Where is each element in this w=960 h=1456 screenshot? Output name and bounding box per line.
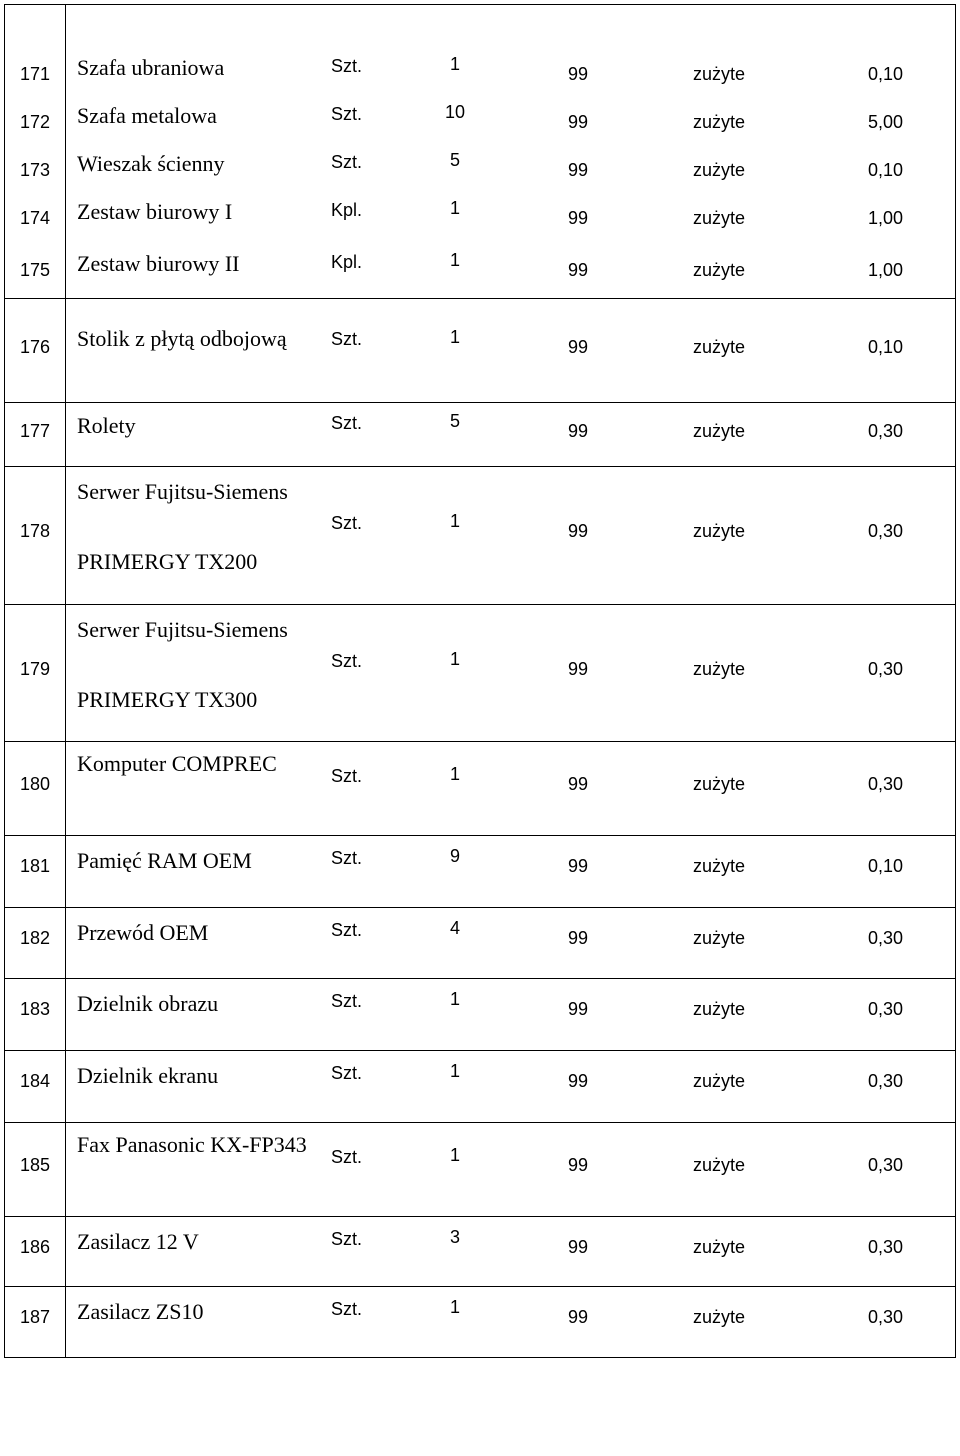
item-quantity: 1 bbox=[449, 1145, 460, 1165]
item-name: Szafa ubraniowa bbox=[77, 55, 225, 80]
item-quantity: 1 bbox=[449, 764, 460, 784]
item-code: 99 bbox=[568, 1307, 589, 1327]
item-code: 99 bbox=[568, 1071, 589, 1091]
table-row bbox=[5, 741, 955, 835]
item-unit: Szt. bbox=[331, 1147, 363, 1167]
item-quantity: 1 bbox=[449, 327, 460, 347]
item-code: 99 bbox=[568, 659, 589, 679]
item-value: 0,10 bbox=[867, 337, 903, 357]
item-status: zużyte bbox=[693, 260, 746, 280]
item-name: Szafa metalowa bbox=[77, 103, 217, 128]
item-number: 184 bbox=[19, 1071, 51, 1091]
item-quantity: 1 bbox=[449, 511, 460, 531]
item-number: 183 bbox=[19, 999, 51, 1019]
item-quantity: 5 bbox=[449, 150, 460, 170]
item-code: 99 bbox=[568, 337, 589, 357]
item-name: Wieszak ścienny bbox=[77, 151, 225, 176]
item-name: Komputer COMPREC bbox=[77, 751, 277, 776]
table-row bbox=[5, 466, 955, 604]
item-number: 179 bbox=[19, 659, 51, 679]
item-quantity: 1 bbox=[449, 54, 460, 74]
item-unit: Szt. bbox=[331, 413, 363, 433]
item-value: 0,30 bbox=[867, 521, 903, 541]
item-name: Dzielnik ekranu bbox=[77, 1063, 219, 1088]
table-row bbox=[5, 1286, 955, 1358]
item-number: 173 bbox=[19, 160, 51, 180]
item-unit: Szt. bbox=[331, 766, 363, 786]
item-name: PRIMERGY TX300 bbox=[77, 687, 258, 712]
item-number: 177 bbox=[19, 421, 51, 441]
item-name: Rolety bbox=[77, 413, 136, 438]
item-status: zużyte bbox=[693, 928, 746, 948]
item-unit: Szt. bbox=[331, 1229, 363, 1249]
item-code: 99 bbox=[568, 774, 589, 794]
item-value: 0,30 bbox=[867, 1307, 903, 1327]
item-status: zużyte bbox=[693, 337, 746, 357]
item-unit: Szt. bbox=[331, 651, 363, 671]
item-name: Zestaw biurowy II bbox=[77, 251, 240, 276]
item-code: 99 bbox=[568, 64, 589, 84]
table-row bbox=[5, 194, 955, 242]
item-quantity: 4 bbox=[449, 918, 460, 938]
item-quantity: 1 bbox=[449, 1297, 460, 1317]
item-value: 1,00 bbox=[867, 208, 903, 228]
item-quantity: 1 bbox=[449, 989, 460, 1009]
item-unit: Szt. bbox=[331, 56, 363, 76]
table-row bbox=[5, 242, 955, 298]
item-code: 99 bbox=[568, 856, 589, 876]
item-value: 0,30 bbox=[867, 774, 903, 794]
table-row bbox=[5, 146, 955, 194]
item-status: zużyte bbox=[693, 112, 746, 132]
item-number: 175 bbox=[19, 260, 51, 280]
item-value: 0,30 bbox=[867, 659, 903, 679]
item-unit: Szt. bbox=[331, 1063, 363, 1083]
item-code: 99 bbox=[568, 421, 589, 441]
item-status: zużyte bbox=[693, 856, 746, 876]
item-code: 99 bbox=[568, 160, 589, 180]
item-number: 185 bbox=[19, 1155, 51, 1175]
table-row bbox=[5, 835, 955, 907]
item-name: Dzielnik obrazu bbox=[77, 991, 219, 1016]
item-quantity: 10 bbox=[444, 102, 466, 122]
item-name: Serwer Fujitsu-Siemens bbox=[77, 617, 288, 642]
table-row bbox=[5, 1122, 955, 1216]
item-unit: Szt. bbox=[331, 848, 363, 868]
table-row bbox=[5, 1050, 955, 1122]
item-name: Fax Panasonic KX-FP343 bbox=[77, 1132, 307, 1157]
item-name: Stolik z płytą odbojową bbox=[77, 326, 287, 351]
item-status: zużyte bbox=[693, 521, 746, 541]
table-row bbox=[5, 50, 955, 98]
table-row bbox=[5, 298, 955, 402]
item-unit: Kpl. bbox=[331, 252, 363, 272]
item-number: 180 bbox=[19, 774, 51, 794]
item-name: Zestaw biurowy I bbox=[77, 199, 233, 224]
item-name: PRIMERGY TX200 bbox=[77, 549, 258, 574]
item-code: 99 bbox=[568, 521, 589, 541]
item-unit: Szt. bbox=[331, 329, 363, 349]
item-name: Pamięć RAM OEM bbox=[77, 848, 252, 873]
item-value: 0,10 bbox=[867, 856, 903, 876]
item-code: 99 bbox=[568, 928, 589, 948]
item-name: Zasilacz ZS10 bbox=[77, 1299, 204, 1324]
item-number: 176 bbox=[19, 337, 51, 357]
item-unit: Szt. bbox=[331, 920, 363, 940]
item-status: zużyte bbox=[693, 64, 746, 84]
item-unit: Szt. bbox=[331, 513, 363, 533]
item-status: zużyte bbox=[693, 999, 746, 1019]
item-code: 99 bbox=[568, 208, 589, 228]
item-number: 187 bbox=[19, 1307, 51, 1327]
item-value: 0,30 bbox=[867, 1155, 903, 1175]
item-number: 171 bbox=[19, 64, 51, 84]
item-status: zużyte bbox=[693, 1237, 746, 1257]
item-number: 181 bbox=[19, 856, 51, 876]
item-status: zużyte bbox=[693, 659, 746, 679]
item-code: 99 bbox=[568, 1155, 589, 1175]
item-number: 178 bbox=[19, 521, 51, 541]
item-status: zużyte bbox=[693, 1307, 746, 1327]
item-status: zużyte bbox=[693, 1155, 746, 1175]
item-value: 0,30 bbox=[867, 1237, 903, 1257]
item-quantity: 1 bbox=[449, 1061, 460, 1081]
item-status: zużyte bbox=[693, 208, 746, 228]
item-unit: Szt. bbox=[331, 152, 363, 172]
item-value: 0,30 bbox=[867, 999, 903, 1019]
table-row bbox=[5, 907, 955, 978]
item-number: 186 bbox=[19, 1237, 51, 1257]
item-value: 0,10 bbox=[867, 64, 903, 84]
item-number: 172 bbox=[19, 112, 51, 132]
item-status: zużyte bbox=[693, 774, 746, 794]
item-unit: Kpl. bbox=[331, 200, 363, 220]
item-number: 174 bbox=[19, 208, 51, 228]
item-quantity: 5 bbox=[449, 411, 460, 431]
item-code: 99 bbox=[568, 260, 589, 280]
table-row bbox=[5, 978, 955, 1050]
item-code: 99 bbox=[568, 1237, 589, 1257]
table-row bbox=[5, 98, 955, 146]
item-status: zużyte bbox=[693, 1071, 746, 1091]
table-row bbox=[5, 604, 955, 741]
item-quantity: 3 bbox=[449, 1227, 460, 1247]
item-code: 99 bbox=[568, 999, 589, 1019]
item-unit: Szt. bbox=[331, 1299, 363, 1319]
item-name: Zasilacz 12 V bbox=[77, 1229, 199, 1254]
item-value: 0,30 bbox=[867, 421, 903, 441]
item-value: 0,10 bbox=[867, 160, 903, 180]
item-code: 99 bbox=[568, 112, 589, 132]
item-unit: Szt. bbox=[331, 991, 363, 1011]
item-unit: Szt. bbox=[331, 104, 363, 124]
item-value: 0,30 bbox=[867, 1071, 903, 1091]
item-name: Serwer Fujitsu-Siemens bbox=[77, 479, 288, 504]
item-quantity: 1 bbox=[449, 198, 460, 218]
item-value: 5,00 bbox=[867, 112, 903, 132]
item-value: 0,30 bbox=[867, 928, 903, 948]
item-status: zużyte bbox=[693, 160, 746, 180]
item-status: zużyte bbox=[693, 421, 746, 441]
item-number: 182 bbox=[19, 928, 51, 948]
table-row bbox=[5, 1216, 955, 1286]
item-quantity: 1 bbox=[449, 649, 460, 669]
item-value: 1,00 bbox=[867, 260, 903, 280]
item-quantity: 9 bbox=[449, 846, 460, 866]
item-quantity: 1 bbox=[449, 250, 460, 270]
table-row bbox=[5, 402, 955, 466]
item-name: Przewód OEM bbox=[77, 920, 209, 945]
